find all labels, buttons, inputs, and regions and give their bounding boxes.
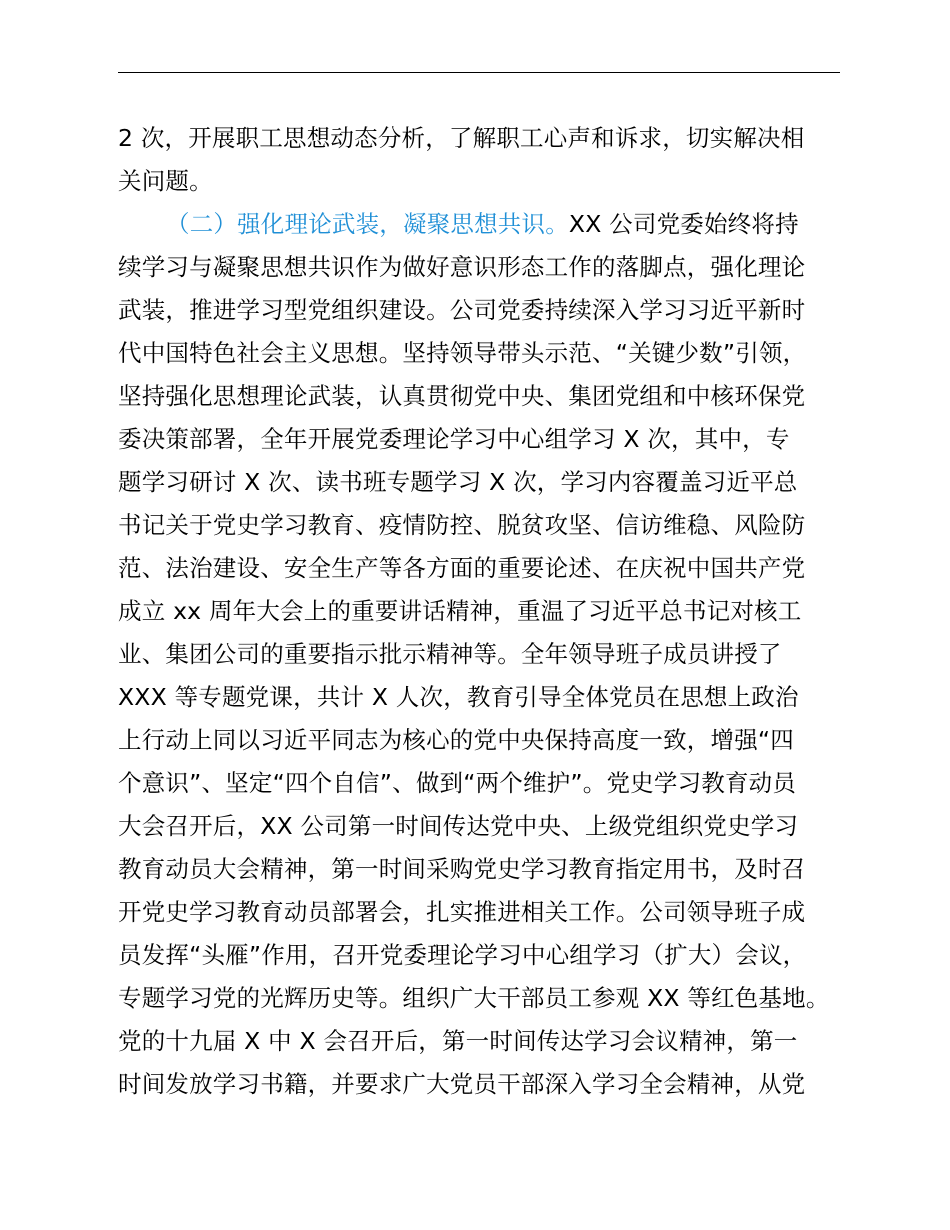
document-body [118, 117, 840, 1106]
body-line: 业、集团公司的重要指示批示精神等。全年领导班子成员讲授了 [118, 640, 782, 668]
section-heading-line [118, 203, 840, 246]
body-line: 个意识”、坚定“四个自信”、做到“两个维护”。党史学习教育动员 [118, 769, 797, 797]
header-rule [118, 72, 840, 73]
body-line: 上行动上同以习近平同志为核心的党中央保持高度一致，增强“四 [118, 726, 794, 754]
body-line: XXX 等专题党课，共计 X 人次，教育引导全体党员在思想上政治 [118, 683, 799, 711]
body-line: 大会召开后，XX 公司第一时间传达党中央、上级党组织党史学习 [118, 812, 799, 840]
body-line: 专题学习党的光辉历史等。组织广大干部员工参观 XX 等红色基地。 [118, 984, 830, 1012]
body-line: 教育动员大会精神，第一时间采购党史学习教育指定用书，及时召 [118, 855, 806, 883]
body-line: 员发挥“头雁”作用，召开党委理论学习中心组学习（扩大）会议， [118, 941, 807, 969]
body-line: 2 次，开展职工思想动态分析，了解职工心声和诉求，切实解决相 [118, 124, 805, 152]
section-heading: （二）强化理论武装，凝聚思想共识。 [166, 210, 569, 238]
body-line: 坚持强化思想理论武装，认真贯彻党中央、集团党组和中核环保党 [118, 382, 806, 410]
body-line: 范、法治建设、安全生产等各方面的重要论述、在庆祝中国共产党 [118, 554, 806, 582]
body-line: 成立 xx 周年大会上的重要讲话精神，重温了习近平总书记对核工 [118, 597, 802, 625]
body-line: 时间发放学习书籍，并要求广大党员干部深入学习全会精神，从党 [118, 1070, 806, 1098]
body-line: 书记关于党史学习教育、疫情防控、脱贫攻坚、信访维稳、风险防 [118, 511, 806, 539]
body-line: 武装，推进学习型党组织建设。公司党委持续深入学习习近平新时 [118, 296, 806, 324]
body-line: 关问题。 [118, 167, 213, 195]
body-line: XX 公司党委始终将持 [568, 210, 799, 238]
body-line: 题学习研讨 X 次、读书班专题学习 X 次，学习内容覆盖习近平总 [118, 468, 798, 496]
body-line: 委决策部署，全年开展党委理论学习中心组学习 X 次，其中，专 [118, 425, 790, 453]
body-line: 续学习与凝聚思想共识作为做好意识形态工作的落脚点，强化理论 [118, 253, 806, 281]
body-line: 党的十九届 X 中 X 会召开后，第一时间传达学习会议精神，第一 [118, 1027, 798, 1055]
body-line: 代中国特色社会主义思想。坚持领导带头示范、“关键少数”引领， [118, 339, 807, 367]
body-line: 开党史学习教育动员部署会，扎实推进相关工作。公司领导班子成 [118, 898, 806, 926]
